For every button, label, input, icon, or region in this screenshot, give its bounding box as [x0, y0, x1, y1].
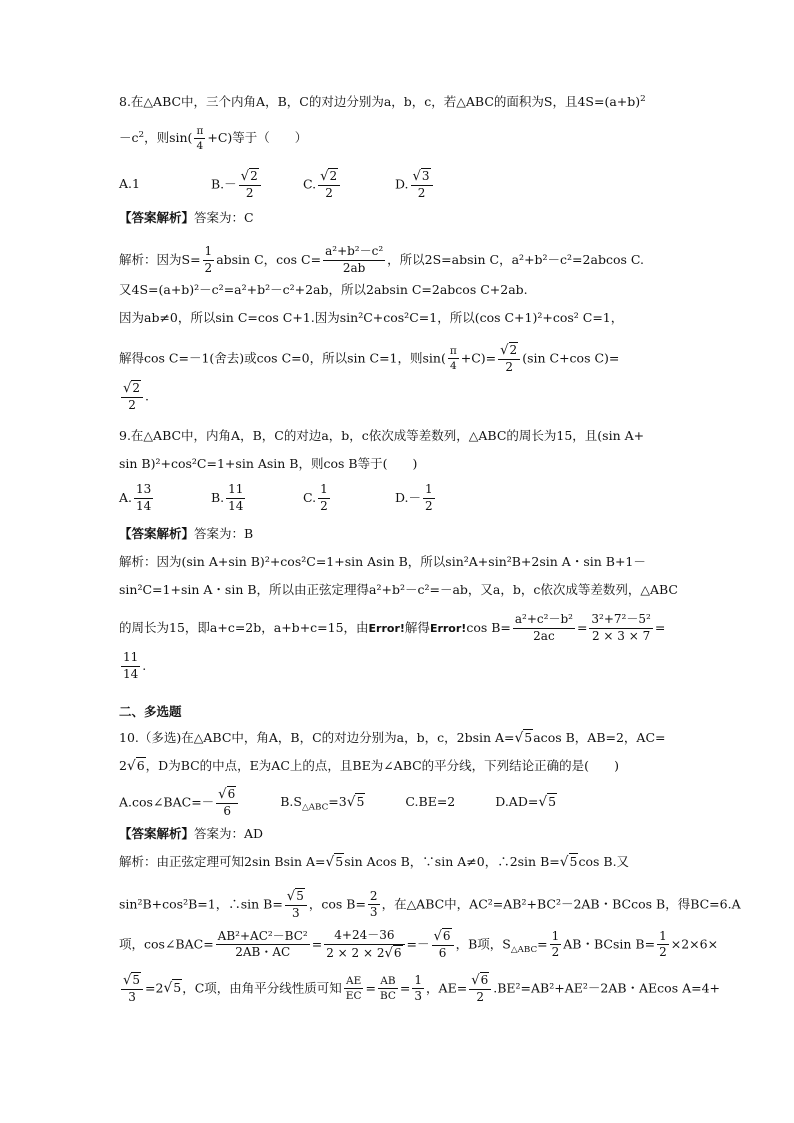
q9-solution-line4: $\frac{11}{14}$ .	[123, 650, 147, 681]
q10-option-a: A.cos∠BAC=－ $\frac{√6}{6}$	[119, 786, 240, 820]
q9-stem-line1: 9.在△ABC中，内角A，B，C的对边a，b，c依次成等差数列，△ABC的周长为15，且(sin A+	[119, 428, 645, 443]
q10-option-c: C.BE=2	[405, 794, 456, 810]
q10-options	[119, 786, 704, 820]
q10-stem-line2: 2√6，D为BC的中点，E为AC上的点，且BE为∠ABC的平分线，下列结论正确的是( )	[119, 758, 619, 774]
q8-option-c: C. $\frac{√2}{2}$	[303, 168, 391, 202]
q9-option-d: D.－ $\frac{1}{2}$	[394, 482, 433, 513]
q8-options	[119, 168, 704, 202]
q9-answer: 【答案解析】答案为：B	[119, 526, 254, 541]
q9-option-b: B. $\frac{11}{14}$	[210, 482, 244, 513]
q9-solution-line2: sin²C=1+sin A・sin B，所以由正弦定理得a²+b²－c²=－ab，又a，b，c依次成等差数列，△ABC	[119, 582, 678, 597]
q9-solution-line1: 解析：因为(sin A+sin B)²+cos²C=1+sin Asin B，所以sin²A+sin²B+2sin A・sin B+1－	[119, 554, 646, 569]
q8-stem-line2: $-c^2$，则sin( $\frac{\pi}{4}$ +C)等于（ ）	[119, 125, 308, 153]
q8-option-a: A.1	[119, 176, 140, 192]
q8-solution-line2: 又4S=(a+b)²－c²=a²+b²－c²+2ab，所以2absin C=2abcos C+2ab.	[119, 282, 528, 297]
q9-option-a: A. $\frac{13}{14}$	[119, 482, 152, 513]
q9-solution-line3: 的周长为15，即a+c=2b，a+b+c=15，由Error!解得Error!cos B= $\frac{\text{a²+c²－b²}}{2ac}$ = $\frac{\text{3²+7²－5²}}{2 \times 3 \times 7}$ =	[119, 612, 666, 643]
section-title: 二、多选题	[119, 704, 182, 719]
q9-options	[119, 482, 704, 515]
q10-answer: 【答案解析】答案为：AD	[119, 826, 264, 841]
q10-stem-line1: 10.（多选)在△ABC中，角A，B，C的对边分别为a，b，c，2bsin A=√5acos B，AB=2，AC=	[119, 730, 666, 746]
q8-solution-line1: 解析：因为S= $\frac{1}{2}$ absin C，cos C= $\frac{\text{a²+b²－c²}}{2ab}$ ，所以2S=absin C，a²+b²－c²=2abcos C.	[119, 244, 644, 275]
q10-solution-line2: sin²B+cos²B=1，∴sin B= $\frac{√5}{3}$ ，cos B= $\frac{2}{3}$ ，在△ABC中，AC²=AB²+BC²－2AB・BCcos B，得BC=6.A	[119, 888, 741, 921]
q8-stem-line1: 8.在△ABC中，三个内角A，B，C的对边分别为a，b，c，若△ABC的面积为S，且$4S=(a+b)^2$	[119, 93, 646, 109]
q10-solution-line4: $\frac{√5}{3}$ =2√5，C项，由角平分线性质可知 $\frac{AE}{EC}$ = $\frac{AB}{BC}$ = $\frac{1}{3}$ ，AE= $\frac{√6}{2}$ .BE²=AB²+AE²－2AB・AEcos A=4+	[123, 972, 721, 1005]
q10-solution-line3: 项，cos∠BAC= $\frac{\text{AB²+AC²－BC²}}{2AB・AC}$ = $\frac{4+24-36}{2 \times 2 \times 2√6}$ =－ $\frac{√6}{6}$ ，B项，$S_{\triangle ABC}=$ $\frac{1}{2}$ AB・BCsin B= $\frac{1}{2}$ ×2×6×	[119, 928, 719, 961]
q9-option-c: C. $\frac{1}{2}$	[302, 482, 328, 513]
q8-solution-line4: 解得cos C=－1(舍去)或cos C=0，所以sin C=1，则sin( $\frac{\pi}{4}$ +C)= $\frac{√2}{2}$ (sin C+cos C)=	[119, 343, 620, 375]
q9-stem-line2: sin B)²+cos²C=1+sin Asin B，则cos B等于( )	[119, 456, 418, 471]
q8-answer: 【答案解析】答案为：C	[119, 210, 254, 225]
q10-option-b: $B.S_{\triangle ABC}=3√5$	[280, 794, 365, 813]
q10-solution-line1: 解析：由正弦定理可知2sin Bsin A=√5sin Acos B，∵sin A≠0，∴2sin B=√5cos B.又	[119, 854, 630, 870]
q10-option-d: D.AD=√5	[495, 794, 557, 811]
q8-option-b: B.－ $\frac{√2}{2}$	[211, 168, 299, 202]
q8-option-d: D. $\frac{√3}{2}$	[395, 168, 483, 202]
q8-solution-line5: $\frac{√2}{2}$ .	[123, 381, 150, 413]
q8-solution-line3: 因为ab≠0，所以sin C=cos C+1.因为sin²C+cos²C=1，所以(cos C+1)²+cos² C=1，	[119, 310, 624, 325]
